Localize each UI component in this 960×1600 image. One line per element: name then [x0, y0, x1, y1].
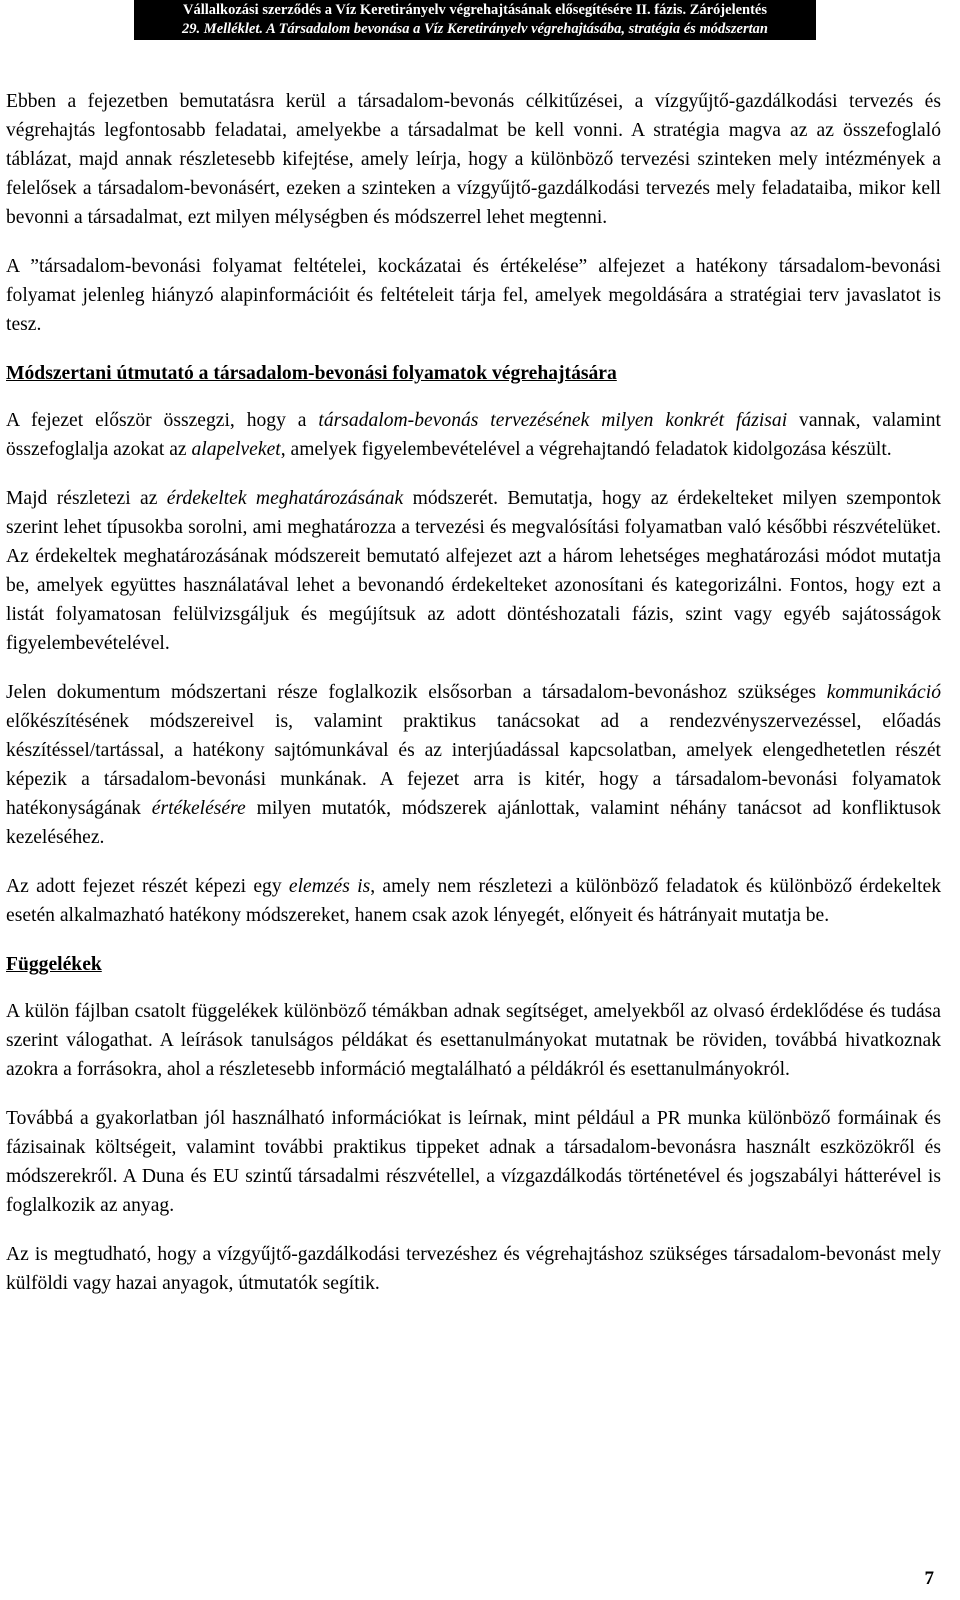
- paragraph-intro: [6, 87, 941, 232]
- emphasis-text: értékelésére: [151, 798, 246, 819]
- section-heading-methodology: Módszertani útmutató a társadalom-bevonási folyamatok végrehajtására: [6, 363, 617, 384]
- emphasis-text: kommunikáció: [826, 682, 941, 703]
- paragraph-text: Jelen dokumentum módszertani része foglalkozik elsősorban a társadalom-bevonáshoz szükséges: [6, 682, 827, 703]
- paragraph-text: vannak, valamint összefoglalja azokat az: [6, 410, 941, 460]
- header-line-1: Vállalkozási szerződés a Víz Keretirányelv végrehajtásának elősegítésére II. fázis. Zárójelentés: [182, 2, 768, 18]
- paragraph-text: módszerét. Bemutatja, hogy az érdekelteket milyen szempontok szerint lehet típusokba sorolni, ami meghatározza a tervezési és megvalósítási folyamatban való későbbi részvételüket. Az érdekeltek meghatározásának módszereit bemutató alfejezet azt a három lehetséges meghatározási módot mutatja be, amelyek együttes használatával lehet a bevonandó érdekelteket azonosítani és kategorizálni. Fontos, hogy ezt a listát folyamatosan felülvizsgáljuk és megújítsuk az adott döntéshozatali fázis, szint vagy egyéb sajátosságok figyelembevételével.: [6, 488, 941, 654]
- paragraph-text: milyen mutatók, módszerek ajánlottak, valamint néhány tanácsot ad konfliktusok kezeléséhez.: [6, 798, 941, 848]
- paragraph-text: Az is megtudható, hogy a vízgyűjtő-gazdálkodási tervezéshez és végrehajtáshoz szükséges társadalom-bevonást mely külföldi vagy hazai anyagok, útmutatók segítik.: [6, 1244, 941, 1294]
- paragraph-appendices-intro: [6, 997, 941, 1084]
- section-heading-appendices: Függelékek: [6, 954, 102, 975]
- paragraph-text: , amelyek figyelembevételével a végrehajtandó feladatok kidolgozása készült.: [280, 439, 892, 460]
- paragraph-text: Majd részletezi az: [6, 488, 167, 509]
- paragraph-text: Ebben a fejezetben bemutatásra kerül a társadalom-bevonás célkitűzései, a vízgyűjtő-gazdálkodási tervezés és végrehajtás legfontosabb feladatai, amelyekbe a társadalmat be kell vonni. A stratégia magva az az összefoglaló táblázat, majd annak részletesebb kifejtése, amely leírja, hogy a különböző tervezési szinteken mely intézmények a felelősek a társadalom-bevonásért, ezeken a szinteken a vízgyűjtő-gazdálkodási tervezés mely feladataiba, mikor kell bevonni a társadalmat, ezt milyen mélységben és módszerrel lehet megtenni.: [6, 91, 941, 228]
- paragraph-phases: [6, 406, 941, 464]
- emphasis-text: társadalom-bevonás tervezésének milyen konkrét fázisai: [318, 410, 788, 431]
- emphasis-text: alapelveket: [191, 439, 281, 460]
- paragraph-analysis: [6, 872, 941, 930]
- paragraph-stakeholders: [6, 484, 941, 658]
- emphasis-text: érdekeltek meghatározásának: [166, 488, 404, 509]
- paragraph-communication: [6, 678, 941, 852]
- paragraph-text: Az adott fejezet részét képezi egy: [6, 876, 289, 897]
- paragraph-appendices-practical: [6, 1104, 941, 1220]
- paragraph-text: A ”társadalom-bevonási folyamat feltételei, kockázatai és értékelése” alfejezet a hatékony társadalom-bevonási folyamat jelenleg hiányzó alapinformációit és feltételeit tárja fel, amelyek megoldására a stratégiai terv javaslatot is tesz.: [6, 256, 941, 335]
- page-number: 7: [924, 1568, 934, 1589]
- document-header: [134, 0, 816, 40]
- paragraph-conditions: [6, 252, 941, 339]
- document-body: [6, 87, 941, 1318]
- paragraph-text: A fejezet először összegzi, hogy a: [6, 410, 319, 431]
- emphasis-text: elemzés is: [288, 876, 371, 897]
- paragraph-text: Továbbá a gyakorlatban jól használható információkat is leírnak, mint például a PR munka különböző formáinak és fázisainak költségeit, valamint további praktikus tippeket adnak a társadalom-bevonásra használt eszközökről és módszerekről. A Duna és EU szintű társadalmi részvétellel, a vízgazdálkodás történetével és jogszabályi hátterével is foglalkozik az anyag.: [6, 1108, 941, 1216]
- paragraph-appendices-sources: [6, 1240, 941, 1298]
- header-line-2: 29. Melléklet. A Társadalom bevonása a Víz Keretirányelv végrehajtásába, stratégia és módszertan: [182, 21, 768, 37]
- paragraph-text: , amely nem részletezi a különböző feladatok és különböző érdekeltek esetén alkalmazható hatékony módszereket, hanem csak azok lényegét, előnyeit és hátrányait mutatja be.: [6, 876, 942, 926]
- paragraph-text: előkészítésének módszereivel is, valamint praktikus tanácsokat ad a rendezvényszervezéssel, előadás készítéssel/tartással, a hatékony sajtómunkával és az interjúadással kapcsolatban, amelyek elengedhetetlen részét képezik a társadalom-bevonási munkának. A fejezet arra is kitér, hogy a társadalom-bevonási folyamatok hatékonyságának: [6, 711, 941, 819]
- paragraph-text: A külön fájlban csatolt függelékek különböző témákban adnak segítséget, amelyekből az olvasó érdeklődése és tudása szerint válogathat. A leírások tanulságos példákat és esettanulmányokat mutatnak be röviden, továbbá hivatkoznak azokra a forrásokra, ahol a részletesebb információ megtalálható a példákról és esettanulmányokról.: [6, 1001, 941, 1080]
